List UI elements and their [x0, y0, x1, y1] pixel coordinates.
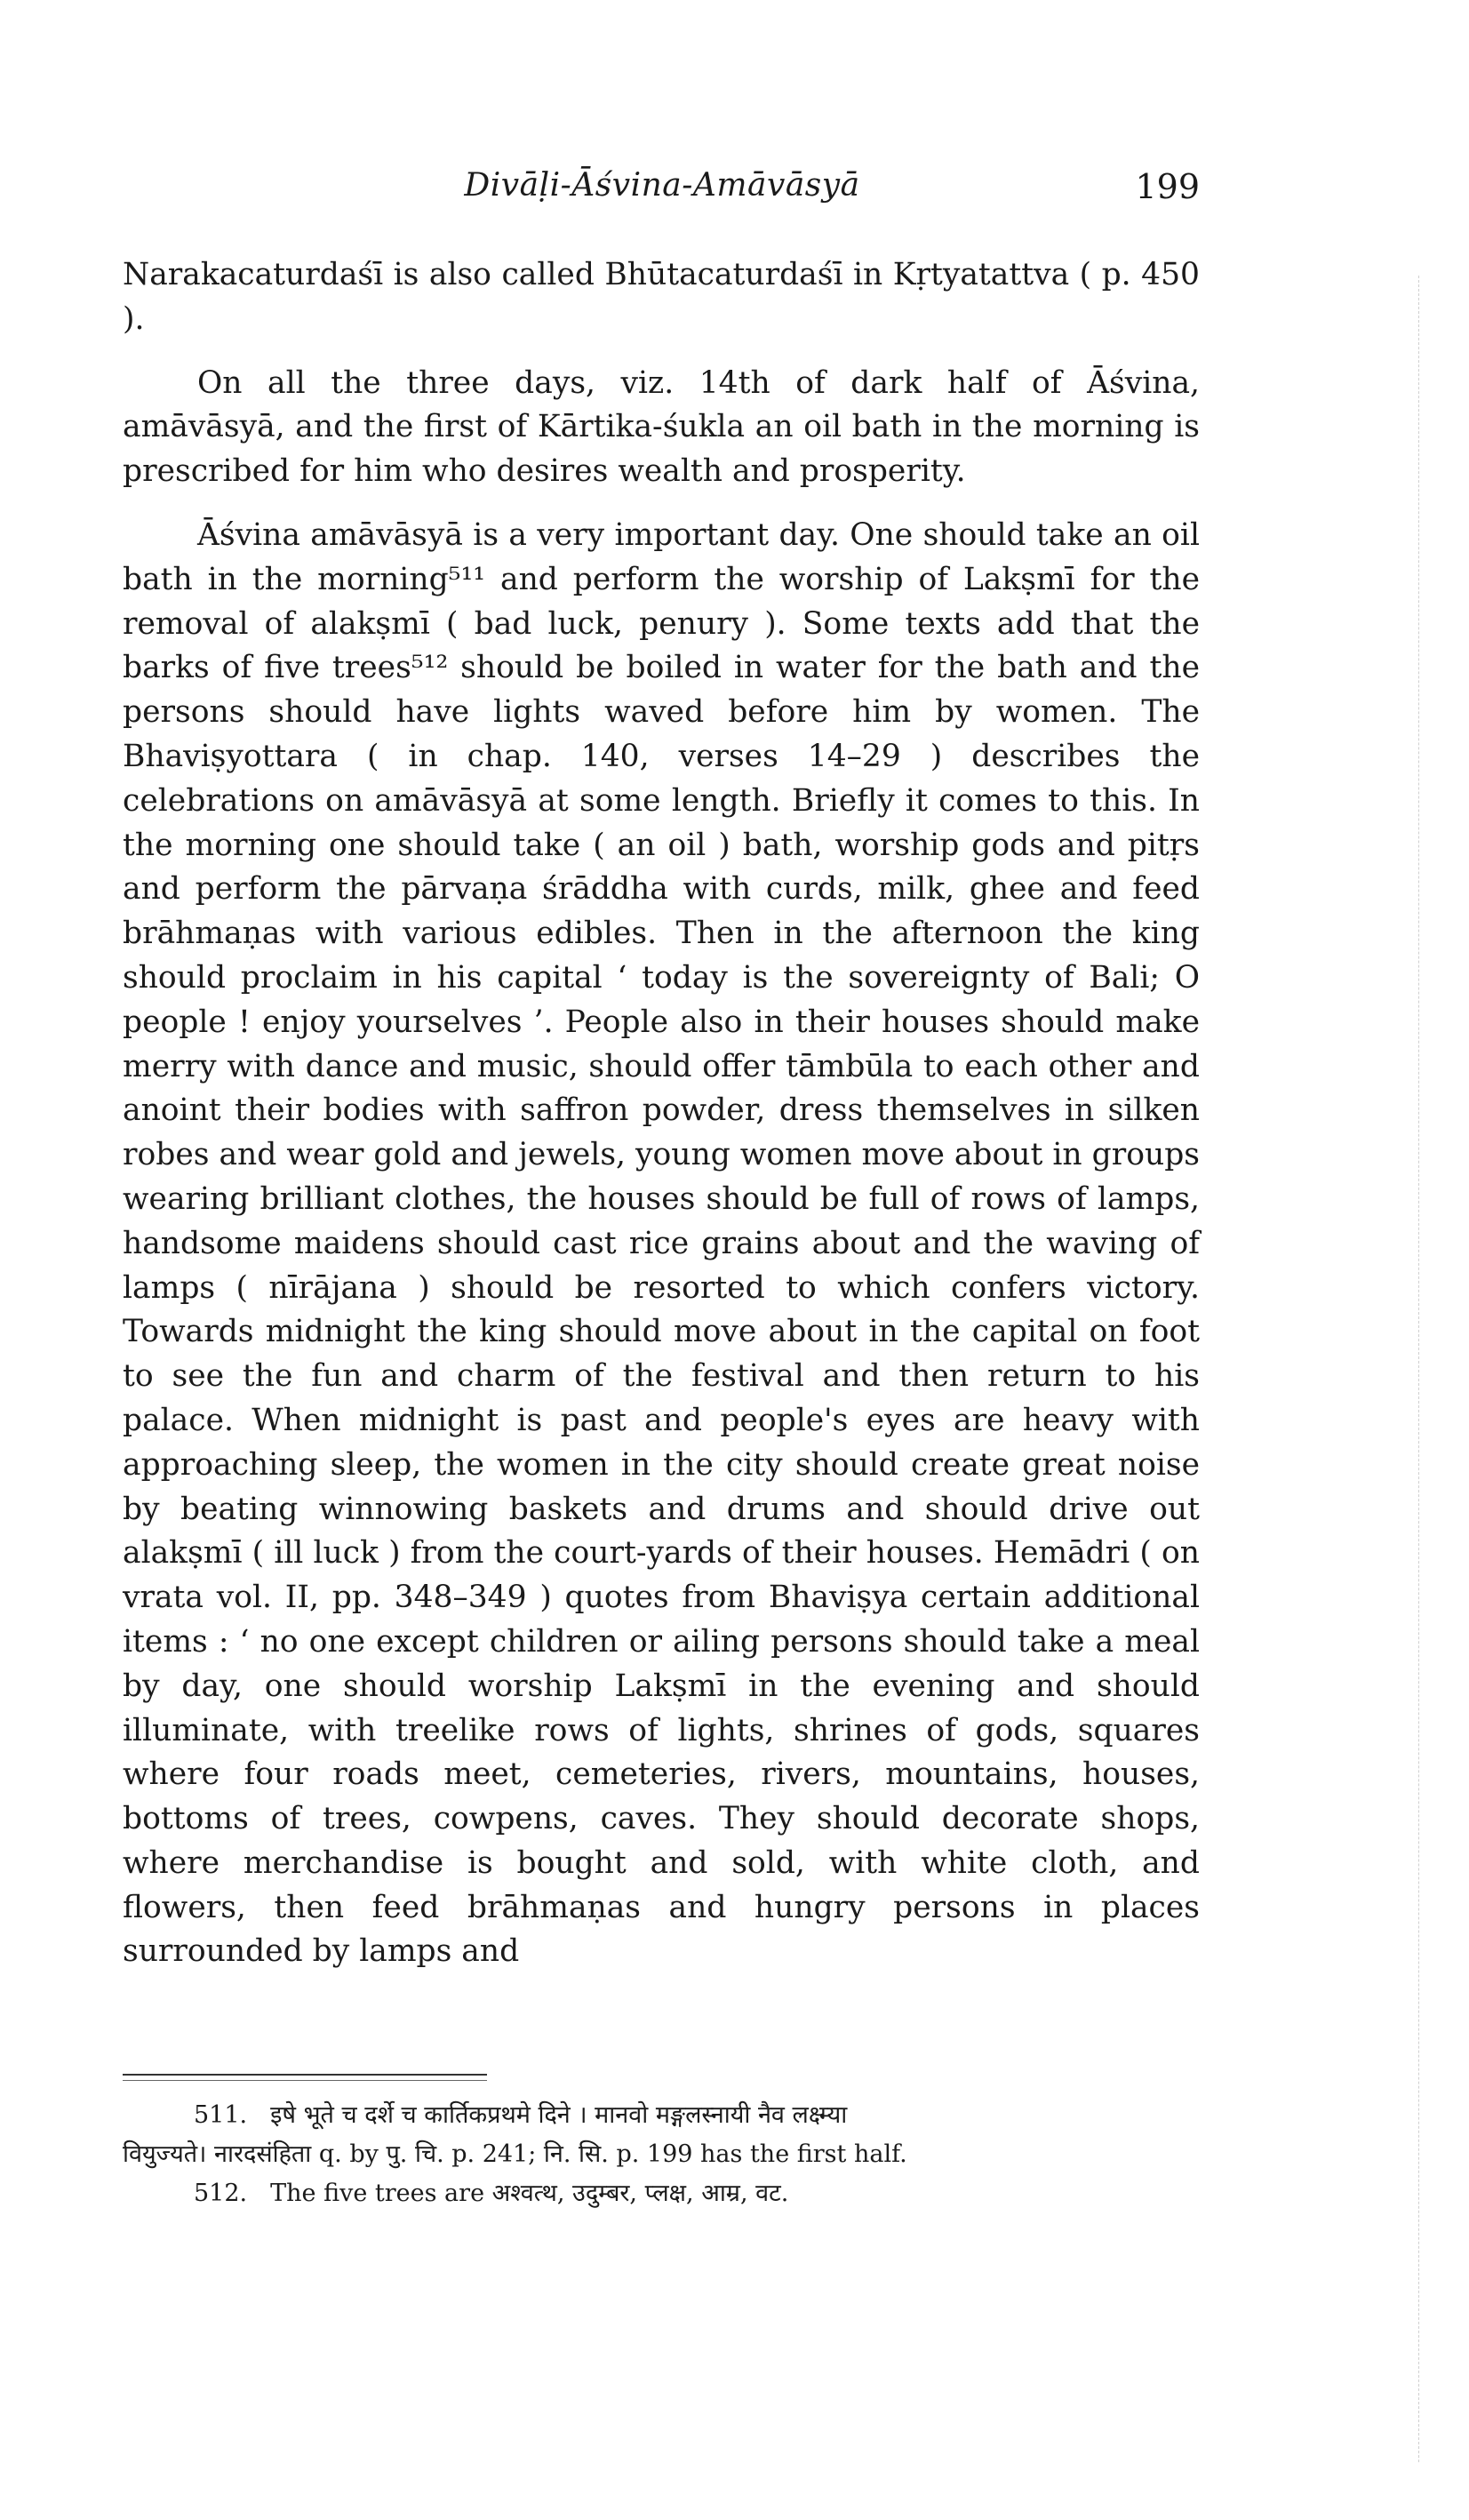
footnote-rule-secondary — [123, 2080, 487, 2081]
footnote-511-line-2: वियुज्यते। नारदसंहिता q. by पु. चि. p. 241; नि. सि. p. 199 has the first half. — [123, 2140, 907, 2168]
footnote-rule — [123, 2074, 487, 2076]
page-number: 199 — [1135, 167, 1200, 206]
running-title: Divāḷi-Āśvina-Amāvāsyā — [464, 167, 860, 204]
footnote-512 — [123, 2174, 1200, 2213]
footnotes — [123, 2096, 1200, 2213]
running-head — [124, 167, 1200, 212]
paragraph-2: On all the three days, viz. 14th of dark half of Āśvina, amāvāsyā, and the first of Kārtika-śukla an oil bath in the morning is prescribed for him who desires wealth and prosperity. — [123, 364, 1200, 490]
paragraph-1: Narakacaturdaśī is also called Bhūtacaturdaśī in Kṛtyatattva ( p. 450 ). — [123, 257, 1200, 337]
footnote-512-mark: 512. — [194, 2180, 248, 2207]
footnote-511-text-1: इषे भूते च दर्शे च कार्तिकप्रथमे दिने । मानवो मङ्गलस्नायी नैव लक्ष्म्या — [270, 2101, 848, 2129]
footnote-512-text: The five trees are अश्वत्थ, उदुम्बर, प्लक्ष, आम्र, वट. — [270, 2180, 789, 2207]
footnote-511-mark: 511. — [194, 2101, 248, 2129]
footnote-511-line-1 — [123, 2096, 1200, 2135]
paragraph-3: Āśvina amāvāsyā is a very important day. One should take an oil bath in the morning⁵¹¹ and perform the worship of Lakṣmī for the removal of alakṣmī ( bad luck, penury ). Some texts add that the barks of five trees⁵¹² should be boiled in water for the bath and the persons should have lights waved before him by women. The Bhaviṣyottara ( in chap. 140, verses 14–29 ) describes the celebrations on amāvāsyā at some length. Briefly it comes to this. In the morning one should take ( an oil ) bath, worship gods and pitṛs and perform the pārvaṇa śrāddha with curds, milk, ghee and feed brāhmaṇas with various edibles. Then in the afternoon the king should proclaim in his capital ‘ today is the sovereignty of Bali; O people ! enjoy yourselves ’. People also in their houses should make merry with dance and music, should offer tāmbūla to each other and anoint their bodies with saffron powder, dress themselves in silken robes and wear gold and jewels, young women move about in groups wearing brilliant clothes, the houses should be full of rows of lamps, handsome maidens should cast rice grains about and the waving of lamps ( nīrājana ) should be resorted to which confers victory. Towards midnight the king should move about in the capital on foot to see the fun and charm of the festival and then return to his palace. When midnight is past and people's eyes are heavy with approaching sleep, the women in the city should create great noise by beating winnowing baskets and drums and should drive out alakṣmī ( ill luck ) from the court-yards of their houses. Hemādri ( on vrata vol. II, pp. 348–349 ) quotes from Bhaviṣya certain additional items : ‘ no one except children or ailing persons should take a meal by day, one should worship Lakṣmī in the evening and should illuminate, with treelike rows of lights, shrines of gods, squares where four roads meet, cemeteries, rivers, mountains, houses, bottoms of trees, cowpens, caves. They should decorate shops, where merchandise is bought and sold, with white cloth, and flowers, then feed brāhmaṇas and hungry persons in places surrounded by lamps and — [123, 516, 1200, 1970]
scan-edge-line — [1418, 276, 1419, 2462]
body-text — [123, 253, 1200, 1974]
